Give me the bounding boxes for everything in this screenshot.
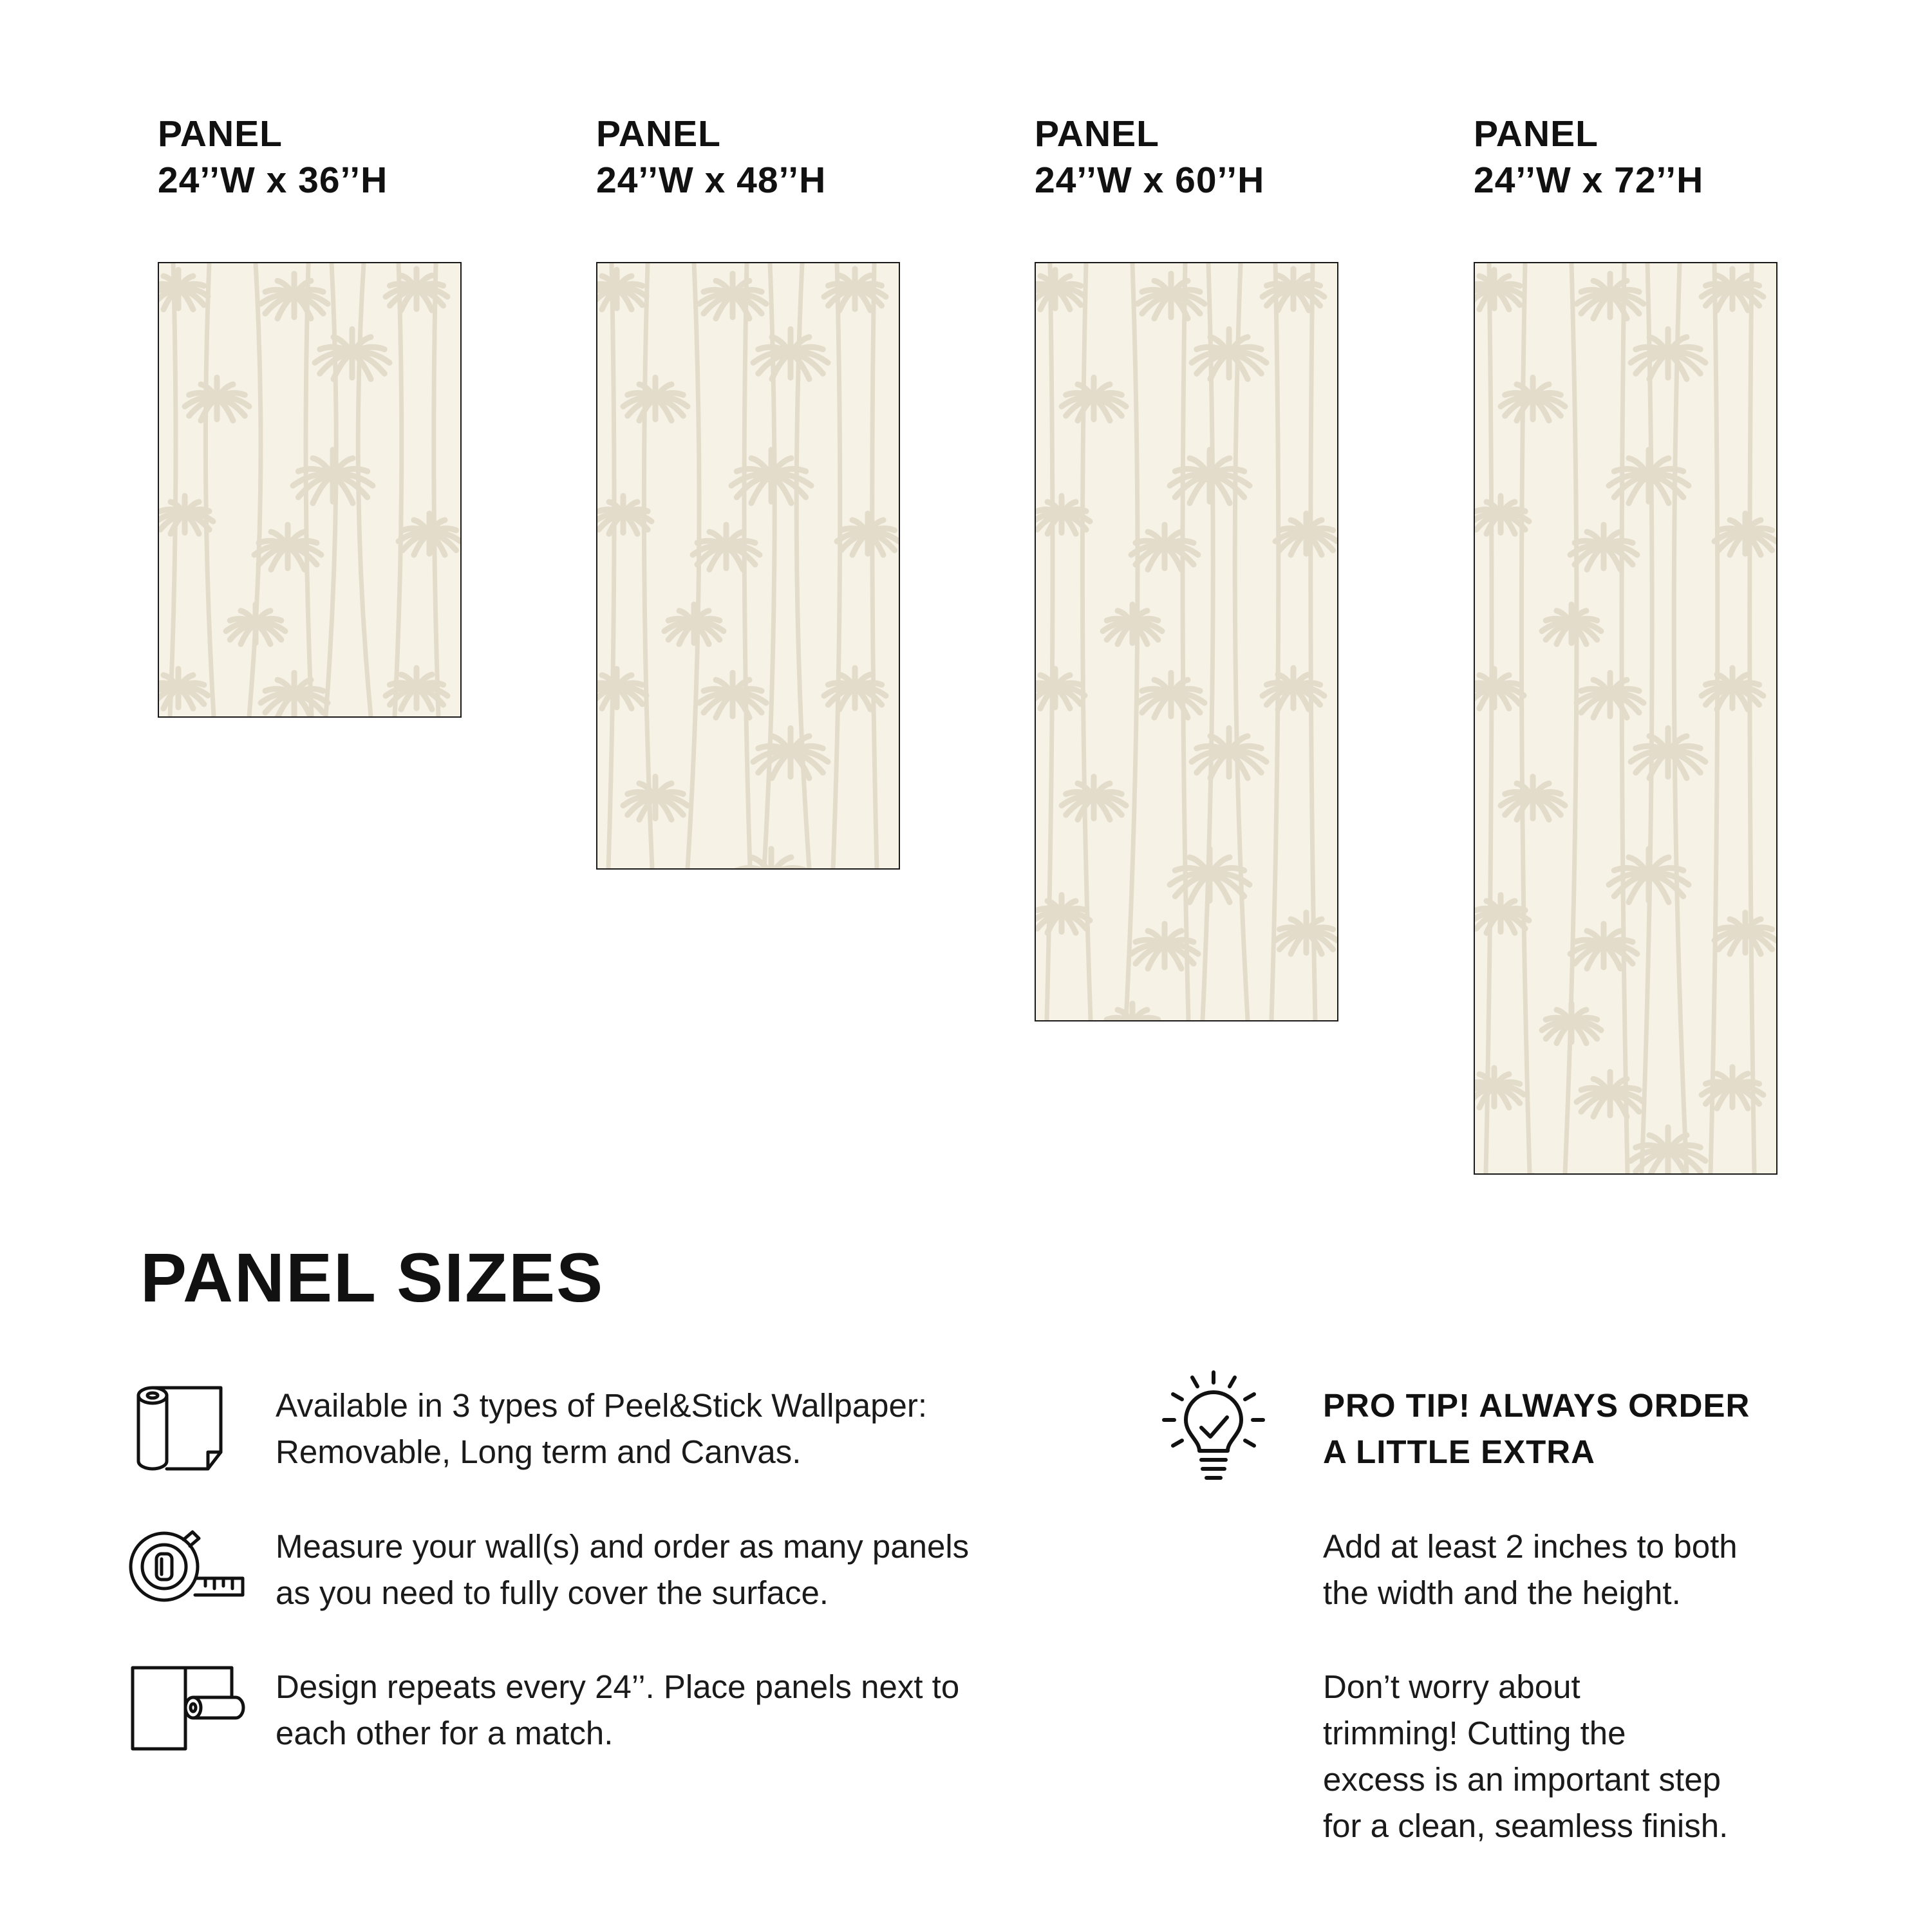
- section-title: PANEL SIZES: [140, 1238, 605, 1316]
- panel-preview-72: [1474, 262, 1777, 1175]
- pro-tip-line: the width and the height.: [1323, 1574, 1681, 1611]
- palm-pattern: [597, 263, 899, 868]
- palm-pattern: [1475, 263, 1776, 1173]
- panel-label-title: PANEL: [596, 113, 721, 154]
- info-line: as you need to fully cover the surface.: [276, 1574, 829, 1611]
- panel-preview-36: [158, 262, 462, 718]
- panel-label-60: [1035, 111, 1264, 203]
- info-line: Removable, Long term and Canvas.: [276, 1433, 802, 1470]
- pro-tip-line: trimming! Cutting the: [1323, 1715, 1626, 1751]
- info-text-repeat: [276, 1664, 959, 1757]
- pro-tip-paragraph-1: [1323, 1524, 1738, 1616]
- pro-tip-line: Add at least 2 inches to both: [1323, 1528, 1738, 1565]
- panel-roll-icon: [129, 1664, 248, 1754]
- panel-preview-60: [1035, 262, 1338, 1021]
- palm-pattern: [159, 263, 460, 716]
- panel-preview-48: [596, 262, 900, 870]
- pro-tip-line: for a clean, seamless finish.: [1323, 1807, 1729, 1844]
- lightbulb-check-icon: [1159, 1370, 1268, 1486]
- panel-label-size: 24’’W x 72’’H: [1474, 160, 1704, 201]
- info-line: Design repeats every 24’’. Place panels next to: [276, 1668, 960, 1705]
- pro-tip-title: [1323, 1383, 1750, 1475]
- panel-label-title: PANEL: [1474, 113, 1599, 154]
- panel-label-size: 24’’W x 36’’H: [158, 160, 388, 201]
- info-line: Available in 3 types of Peel&Stick Wallpaper:: [276, 1387, 928, 1424]
- info-text-types: [276, 1383, 927, 1475]
- panel-label-size: 24’’W x 60’’H: [1035, 160, 1265, 201]
- pro-tip-paragraph-2: [1323, 1664, 1728, 1849]
- pro-tip-line: excess is an important step: [1323, 1761, 1721, 1798]
- palm-pattern: [1036, 263, 1337, 1020]
- panel-label-title: PANEL: [158, 113, 283, 154]
- tape-measure-icon: [126, 1524, 248, 1608]
- info-text-measure: [276, 1524, 969, 1616]
- panel-label-title: PANEL: [1035, 113, 1159, 154]
- panel-label-72: [1474, 111, 1703, 203]
- wallpaper-roll-icon: [132, 1384, 229, 1474]
- panel-label-36: [158, 111, 388, 203]
- panel-label-size: 24’’W x 48’’H: [596, 160, 827, 201]
- info-line: Measure your wall(s) and order as many panels: [276, 1528, 970, 1565]
- info-line: each other for a match.: [276, 1715, 614, 1751]
- pro-tip-title-line: PRO TIP! ALWAYS ORDER: [1323, 1387, 1750, 1424]
- pro-tip-line: Don’t worry about: [1323, 1668, 1580, 1705]
- panel-label-48: [596, 111, 826, 203]
- pro-tip-title-line: A LITTLE EXTRA: [1323, 1433, 1595, 1470]
